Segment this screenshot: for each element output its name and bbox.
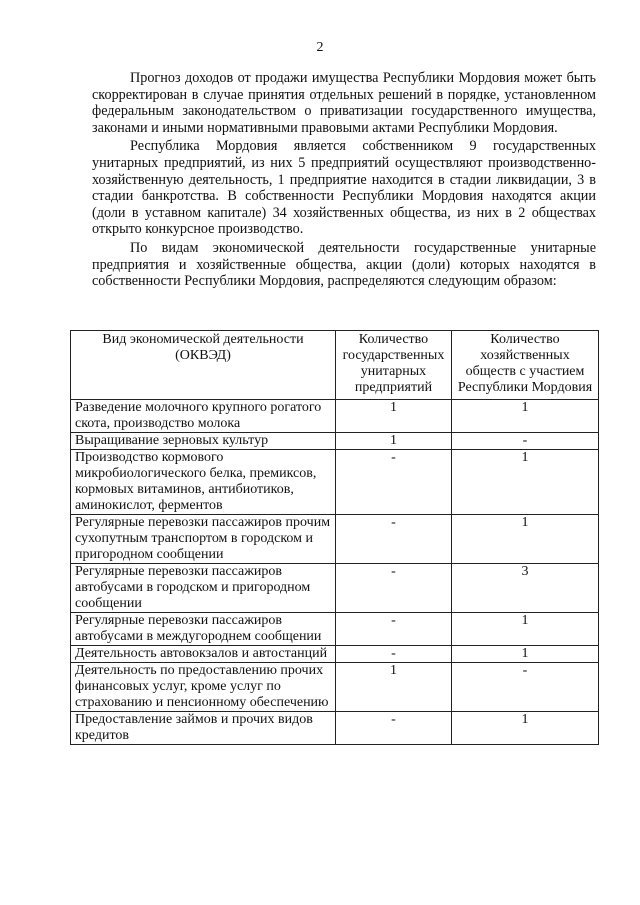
table-row	[71, 433, 599, 450]
table-row	[71, 646, 599, 663]
companies-cell: 1	[452, 646, 599, 663]
enterprises-cell: 1	[336, 433, 452, 450]
activity-cell: Регулярные перевозки пассажиров автобусами в междугороднем сообщении	[71, 613, 336, 646]
enterprises-cell: -	[336, 646, 452, 663]
activity-cell: Разведение молочного крупного рогатого скота, производство молока	[71, 400, 336, 433]
table-row	[71, 400, 599, 433]
page-number: 2	[316, 40, 324, 55]
companies-cell: 1	[452, 515, 599, 564]
table-row	[71, 450, 599, 515]
enterprises-cell: -	[336, 564, 452, 613]
paragraph-revenue-forecast: Прогноз доходов от продажи имущества Республики Мордовия может быть скорректирован в случае принятия отдельных решений в порядке, установленном федеральным законодательством о приватизации государственного имущества, законами и иными нормативными правовыми актами Республики Мордовия.	[92, 70, 596, 136]
table-row	[71, 613, 599, 646]
activity-cell: Регулярные перевозки пассажиров автобусами в городском и пригородном сообщении	[71, 564, 336, 613]
activity-cell: Регулярные перевозки пассажиров прочим сухопутным транспортом в городском и пригородном сообщении	[71, 515, 336, 564]
table-row	[71, 663, 599, 712]
companies-cell: 3	[452, 564, 599, 613]
activity-cell: Деятельность автовокзалов и автостанций	[71, 646, 336, 663]
header-companies: Количество хозяйственных обществ с участием Республики Мордовия	[452, 331, 599, 400]
companies-cell: 1	[452, 613, 599, 646]
enterprises-cell: -	[336, 515, 452, 564]
table-row	[71, 515, 599, 564]
paragraph-distribution-intro: По видам экономической деятельности государственные унитарные предприятия и хозяйственные общества, акции (доли) которых находятся в собственности Республики Мордовия, распределяются следующим образом:	[92, 239, 596, 290]
companies-cell: 1	[452, 400, 599, 433]
companies-cell: -	[452, 433, 599, 450]
body-text	[92, 70, 596, 292]
companies-cell: 1	[452, 712, 599, 745]
activity-cell: Производство кормового микробиологического белка, премиксов, кормовых витаминов, антибиотиков, аминокислот, ферментов	[71, 450, 336, 515]
header-activity: Вид экономической деятельности (ОКВЭД)	[71, 331, 336, 400]
enterprises-cell: -	[336, 613, 452, 646]
enterprises-cell: -	[336, 712, 452, 745]
enterprises-cell: 1	[336, 663, 452, 712]
header-enterprises: Количество государственных унитарных предприятий	[336, 331, 452, 400]
enterprises-cell: -	[336, 450, 452, 515]
activity-cell: Деятельность по предоставлению прочих финансовых услуг, кроме услуг по страхованию и пенсионному обеспечению	[71, 663, 336, 712]
activity-cell: Предоставление займов и прочих видов кредитов	[71, 712, 336, 745]
table-header-row	[71, 331, 599, 400]
activity-cell: Выращивание зерновых культур	[71, 433, 336, 450]
enterprises-cell: 1	[336, 400, 452, 433]
table-row	[71, 564, 599, 613]
companies-cell: 1	[452, 450, 599, 515]
activity-table	[70, 330, 599, 745]
table-row	[71, 712, 599, 745]
paragraph-enterprises-count: Республика Мордовия является собственником 9 государственных унитарных предприятий, из них 5 предприятий осуществляют производственно-хозяйственную деятельность, 1 предприятие находится в стадии ликвидации, 3 в стадии банкротства. В собственности Республики Мордовия находятся акции (доли в уставном капитале) 34 хозяйственных общества, из них в 2 обществах открыто конкурсное производство.	[92, 138, 596, 238]
companies-cell: -	[452, 663, 599, 712]
